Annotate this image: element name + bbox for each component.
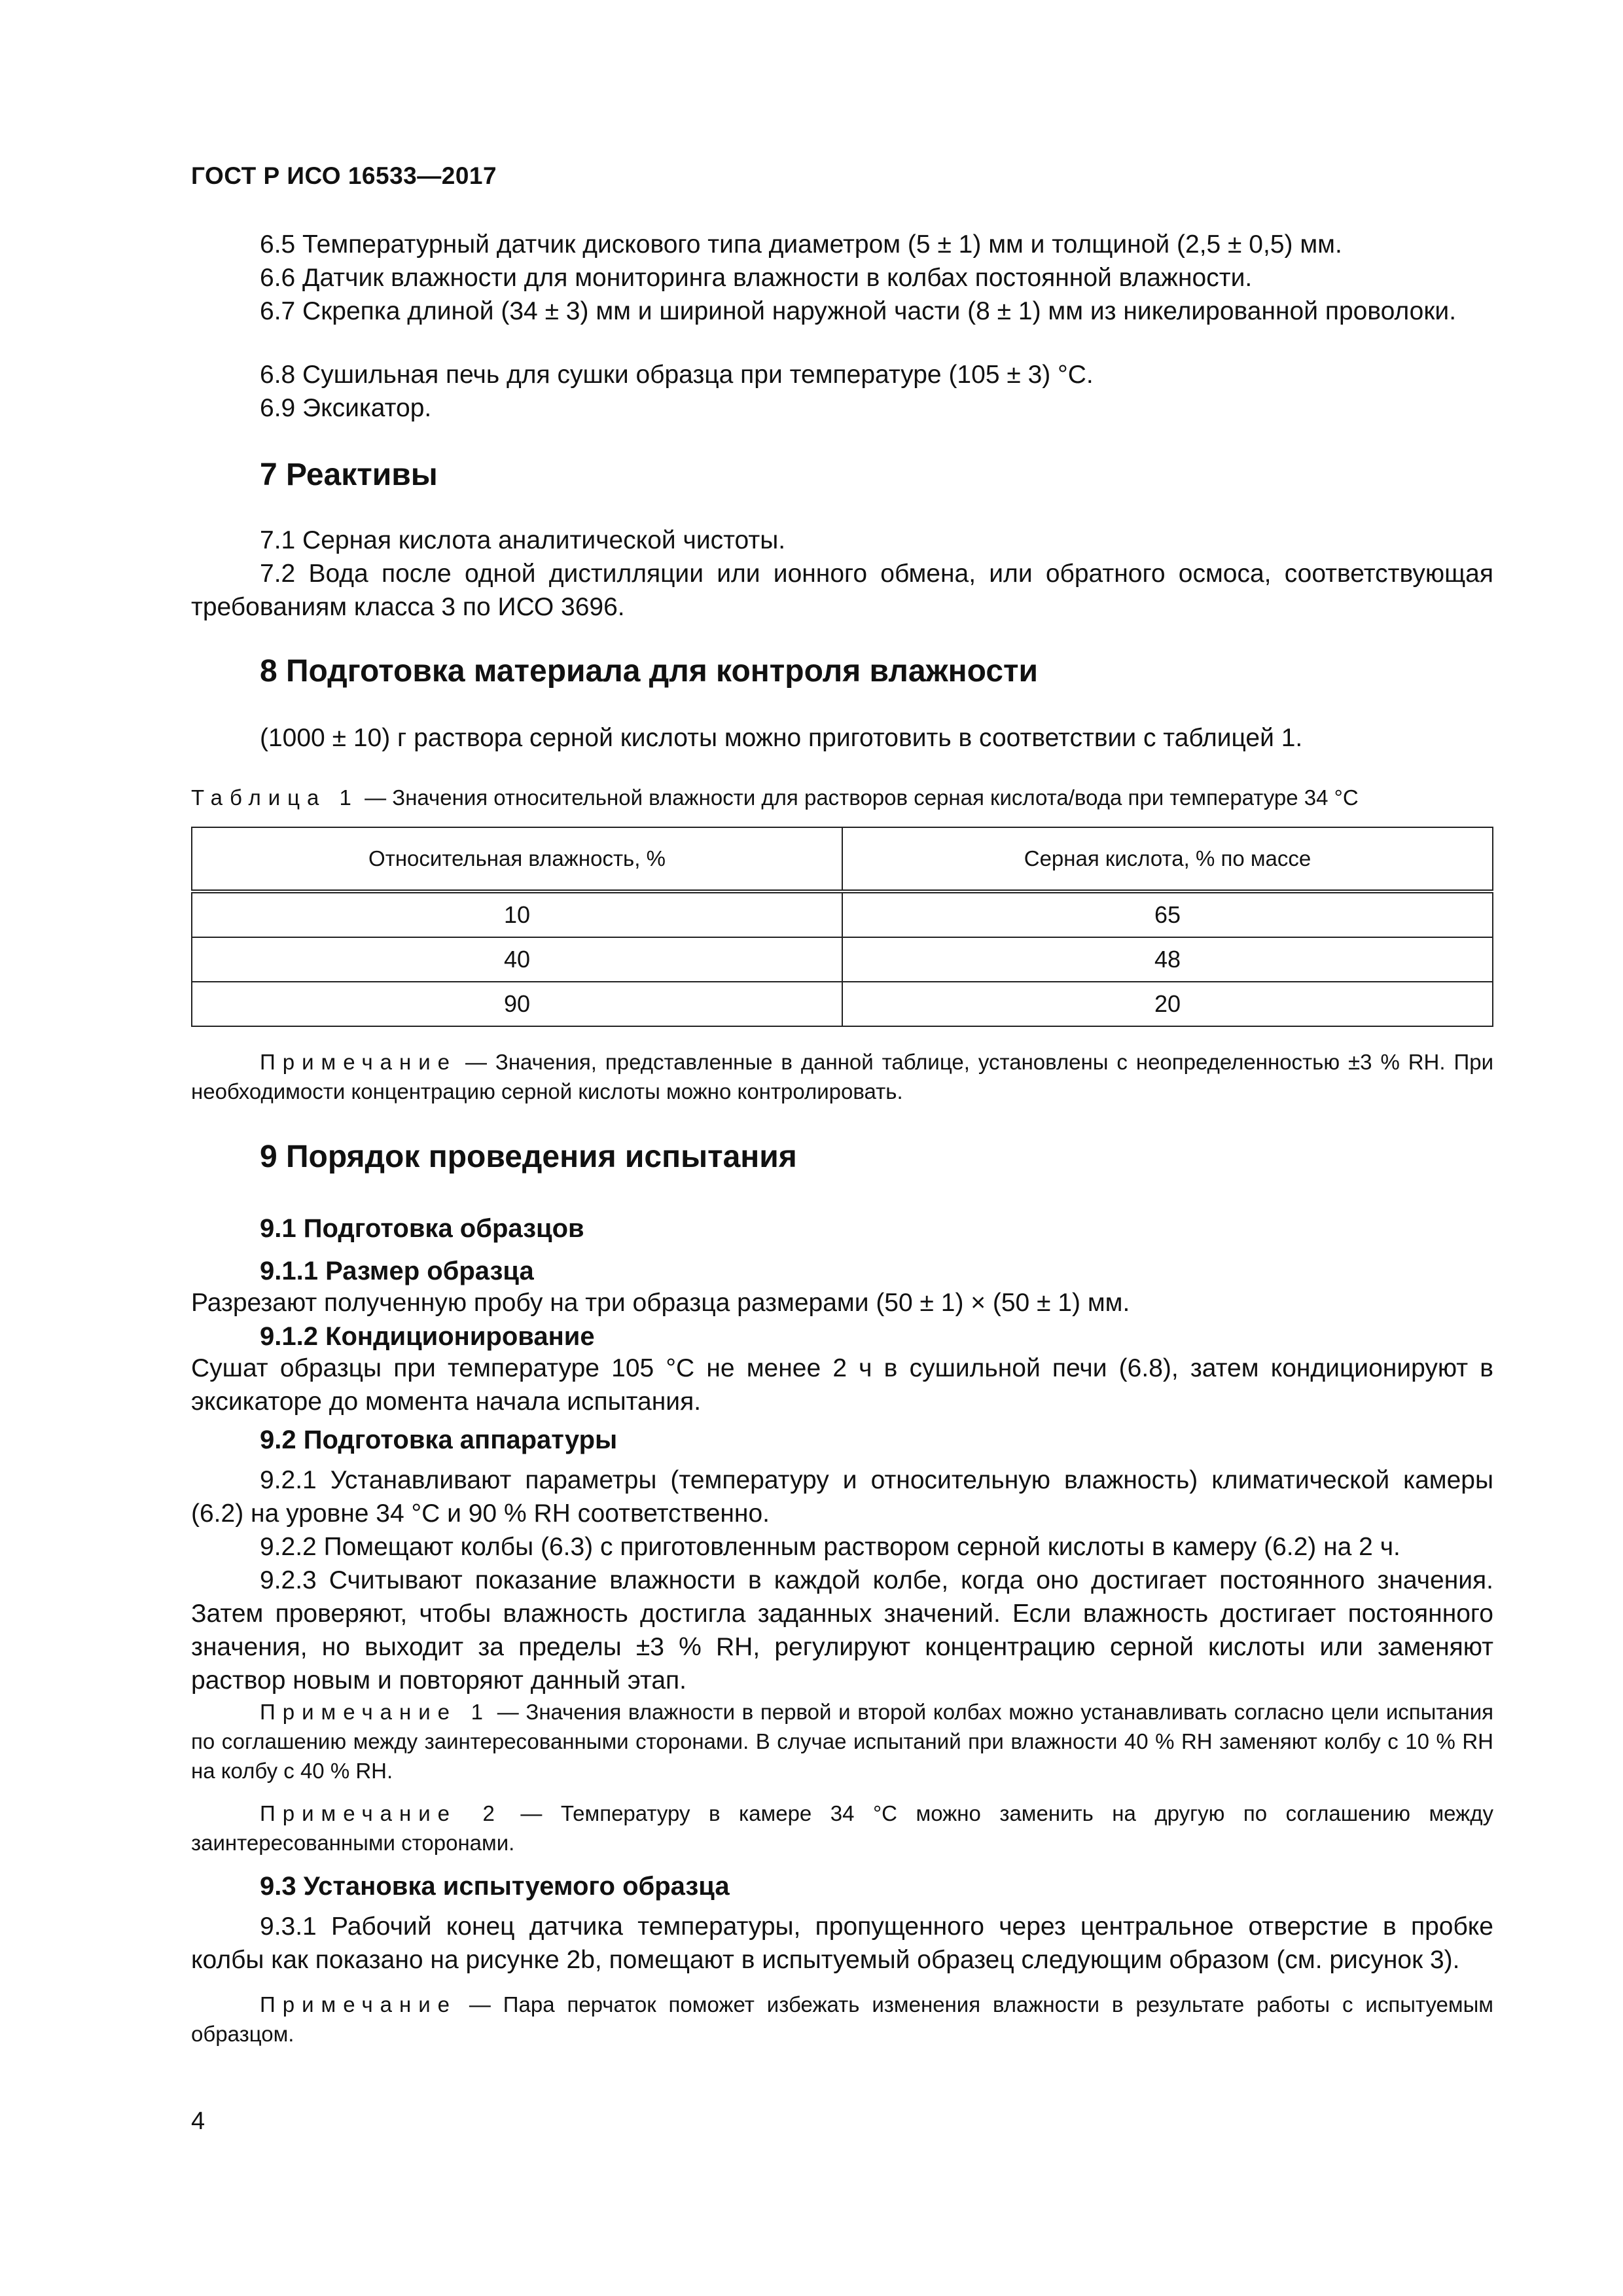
table-cell: 65 bbox=[842, 891, 1493, 937]
table-cell: 10 bbox=[192, 891, 842, 937]
note-label: Примечание bbox=[260, 1050, 457, 1074]
para-8-1: (1000 ± 10) г раствора серной кислоты можно приготовить в соответствии с таблицей 1. bbox=[260, 724, 1303, 752]
section-7-heading: 7 Реактивы bbox=[260, 457, 438, 492]
table-cell: 20 bbox=[842, 982, 1493, 1026]
note-2 bbox=[191, 1799, 1493, 1857]
table-cell: 90 bbox=[192, 982, 842, 1026]
note-3 bbox=[191, 1990, 1493, 2049]
page-number: 4 bbox=[191, 2108, 205, 2135]
para-9-2-2: 9.2.2 Помещают колбы (6.3) с приготовленным раствором серной кислоты в камеру (6.2) на 2 ч. bbox=[260, 1533, 1400, 1561]
document-header: ГОСТ Р ИСО 16533—2017 bbox=[191, 162, 497, 189]
column-header-humidity: Относительная влажность, % bbox=[192, 827, 842, 891]
note-1 bbox=[191, 1697, 1493, 1785]
table-1-label: Таблица 1 bbox=[191, 785, 359, 810]
subsection-9-3-heading: 9.3 Установка испытуемого образца bbox=[260, 1872, 730, 1901]
subsection-9-2-heading: 9.2 Подготовка аппаратуры bbox=[260, 1426, 618, 1454]
para-9-2-3: 9.2.3 Считывают показание влажности в каждой колбе, когда оно достигает постоянного значения. Затем проверяют, чтобы влажность достигла заданных значений. Если влажность достигает постоянного значения, но выходит за пределы ±3 % RH, регулируют концентрацию серной кислоты или заменяют раствор новым и повторяют данный этап. bbox=[191, 1566, 1493, 1695]
table-row bbox=[192, 982, 1493, 1026]
item-6-5: 6.5 Температурный датчик дискового типа диаметром (5 ± 1) мм и толщиной (2,5 ± 0,5) мм. bbox=[260, 230, 1342, 259]
item-6-8: 6.8 Сушильная печь для сушки образца при температуре (105 ± 3) °С. bbox=[260, 361, 1094, 389]
table-cell: 48 bbox=[842, 937, 1493, 982]
table-1-note bbox=[191, 1047, 1493, 1106]
note-2-text: — Температуру в камере 34 °С можно заменить на другую по соглашению между заинтересованными сторонами. bbox=[191, 1801, 1493, 1855]
section-9-heading: 9 Порядок проведения испытания bbox=[260, 1139, 797, 1174]
note-text: — Значения, представленные в данной таблице, установлены с неопределенностью ±3 % RH. При необходимости концентрацию серной кислоты можно контролировать. bbox=[191, 1050, 1493, 1103]
table-1-caption bbox=[191, 785, 1493, 810]
note-3-text: — Пара перчаток поможет избежать изменения влажности в результате работы с испытуемым образцом. bbox=[191, 1992, 1493, 2046]
item-6-9: 6.9 Эксикатор. bbox=[260, 394, 432, 422]
subsection-9-1-1-heading: 9.1.1 Размер образца bbox=[260, 1257, 534, 1285]
para-9-1-2: Сушат образцы при температуре 105 °С не менее 2 ч в сушильной печи (6.8), затем кондиционируют в эксикаторе до момента начала испытания. bbox=[191, 1354, 1493, 1416]
table-row bbox=[192, 891, 1493, 937]
para-9-3-1: 9.3.1 Рабочий конец датчика температуры, пропущенного через центральное отверстие в пробке колбы как показано на рисунке 2b, помещают в испытуемый образец следующим образом (см. рисунок 3). bbox=[191, 1912, 1493, 1974]
column-header-acid: Серная кислота, % по массе bbox=[842, 827, 1493, 891]
table-cell: 40 bbox=[192, 937, 842, 982]
note-1-text: — Значения влажности в первой и второй колбах можно устанавливать согласно цели испытания по соглашению между заинтересованными сторонами. В случае испытаний при влажности 40 % RH заменяют колбу с 10 % RH на колбу с 40 % RH. bbox=[191, 1700, 1493, 1783]
para-9-2-1: 9.2.1 Устанавливают параметры (температуру и относительную влажность) климатической камеры (6.2) на уровне 34 °С и 90 % RH соответственно. bbox=[191, 1466, 1493, 1528]
note-1-label: Примечание 1 bbox=[260, 1700, 491, 1724]
para-7-2: 7.2 Вода после одной дистилляции или ионного обмена, или обратного осмоса, соответствующая требованиям класса 3 по ИСО 3696. bbox=[191, 560, 1493, 621]
note-2-label: Примечание 2 bbox=[260, 1801, 502, 1825]
item-6-7: 6.7 Скрепка длиной (34 ± 3) мм и шириной наружной части (8 ± 1) мм из никелированной проволоки. bbox=[260, 297, 1457, 325]
para-7-1: 7.1 Серная кислота аналитической чистоты. bbox=[260, 526, 786, 554]
subsection-9-1-heading: 9.1 Подготовка образцов bbox=[260, 1214, 584, 1243]
item-6-6: 6.6 Датчик влажности для мониторинга влажности в колбах постоянной влажности. bbox=[260, 264, 1253, 292]
section-8-heading: 8 Подготовка материала для контроля влажности bbox=[260, 654, 1039, 689]
subsection-9-1-2-heading: 9.1.2 Кондиционирование bbox=[260, 1322, 595, 1351]
table-row bbox=[192, 937, 1493, 982]
note-3-label: Примечание bbox=[260, 1992, 457, 2017]
table-1-caption-text: — Значения относительной влажности для растворов серная кислота/вода при температуре 34 °С bbox=[358, 785, 1359, 810]
table-header-row bbox=[192, 827, 1493, 891]
table-1 bbox=[191, 827, 1493, 1027]
para-9-1-1: Разрезают полученную пробу на три образца размерами (50 ± 1) × (50 ± 1) мм. bbox=[191, 1289, 1130, 1317]
